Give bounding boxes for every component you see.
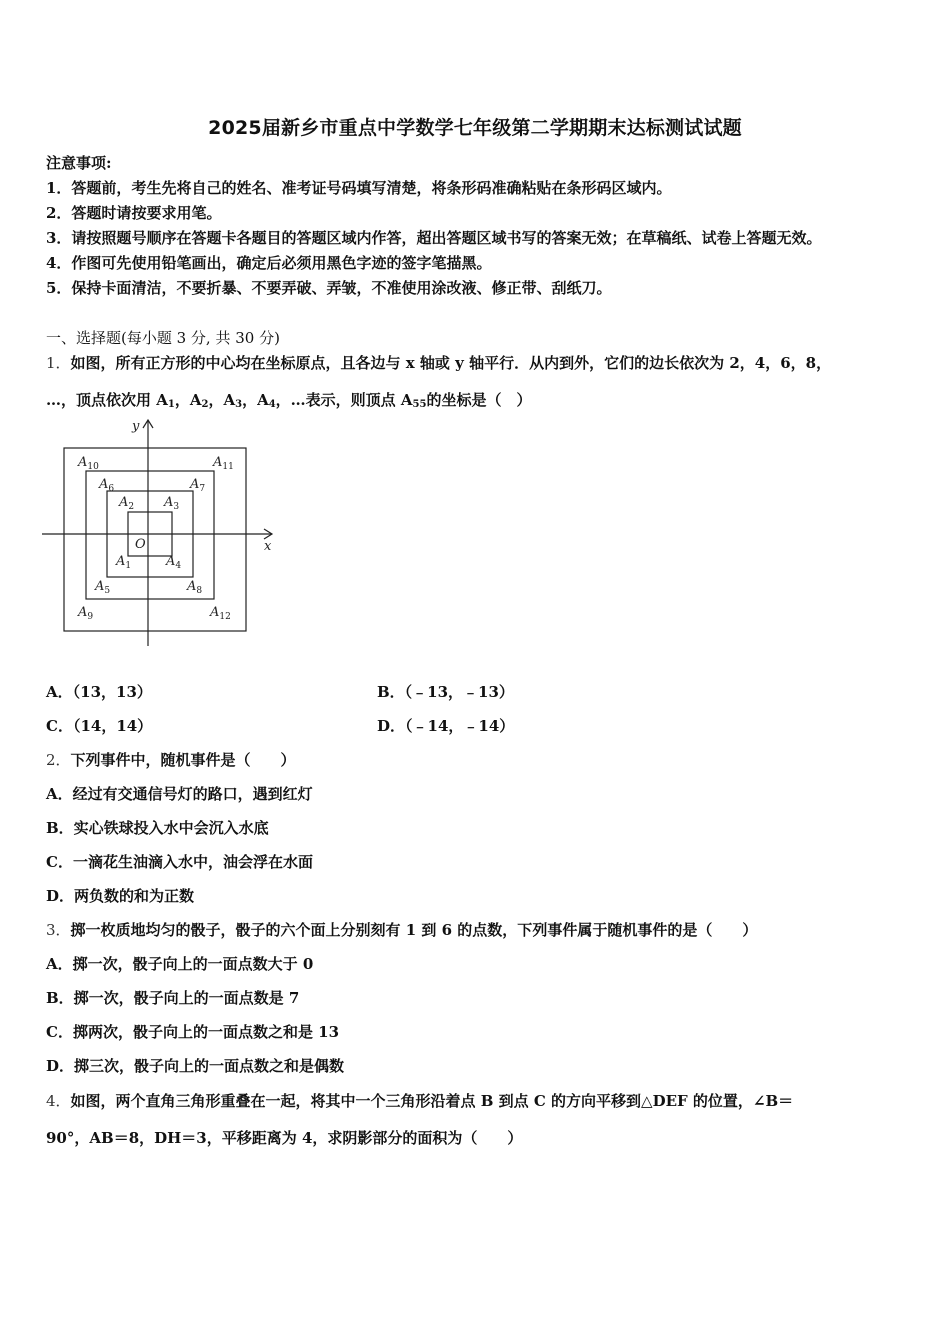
label-a4: $A_4$	[166, 554, 182, 571]
label-a5: $A_5$	[95, 579, 111, 596]
label-a12: $A_{12}$	[210, 605, 231, 622]
question-1-line-1: 1．如图，所有正方形的中心均在坐标原点，且各边与 x 轴或 y 轴平行．从内到外，它们的边长依次为 2，4，6，8，	[46, 354, 832, 372]
label-a11: $A_{11}$	[213, 455, 234, 472]
label-a8: $A_8$	[187, 579, 203, 596]
question-2: 2．下列事件中，随机事件是（ ）	[46, 751, 296, 769]
notice-item: 2．答题时请按要求用笔。	[46, 204, 222, 222]
label-a9: $A_9$	[78, 605, 94, 622]
question-4-line-2: 90°，AB＝8，DH＝3，平移距离为 4，求阴影部分的面积为（ ）	[46, 1129, 523, 1147]
origin-label: O	[135, 537, 146, 552]
notice-heading: 注意事项:	[46, 154, 112, 172]
y-label: y	[132, 419, 140, 434]
q2-option: D．两负数的和为正数	[46, 887, 195, 905]
question-1-line-2: …，顶点依次用 $A_1$，$A_2$，$A_3$，$A_4$，…表示，则顶点 $A_{55}$的坐标是（ ）	[46, 391, 532, 410]
notice-item: 5．保持卡面清洁，不要折暴、不要弄破、弄皱，不准使用涂改液、修正带、刮纸刀。	[46, 279, 612, 297]
question-number: 1．	[46, 354, 71, 372]
label-a1: $A_1$	[116, 554, 132, 571]
q2-option: B．实心铁球投入水中会沉入水底	[46, 819, 269, 837]
notice-item: 3．请按照题号顺序在答题卡各题目的答题区域内作答，超出答题区域书写的答案无效；在草稿纸、试卷上答题无效。	[46, 229, 822, 247]
x-label: x	[264, 539, 272, 554]
q3-option: B．掷一次，骰子向上的一面点数是 7	[46, 989, 300, 1007]
page-title: 2025届新乡市重点中学数学七年级第二学期期末达标测试试题	[208, 117, 742, 139]
question-3: 3．掷一枚质地均匀的骰子，骰子的六个面上分别刻有 1 到 6 的点数，下列事件属于随机事件的是（ ）	[46, 921, 758, 939]
q2-option: C．一滴花生油滴入水中，油会浮在水面	[46, 853, 313, 871]
label-a10: $A_{10}$	[78, 455, 99, 472]
q3-option: A．掷一次，骰子向上的一面点数大于 0	[46, 955, 314, 973]
q3-option: D．掷三次，骰子向上的一面点数之和是偶数	[46, 1057, 345, 1075]
label-a2: $A_2$	[119, 495, 135, 512]
q3-option: C．掷两次，骰子向上的一面点数之和是 13	[46, 1023, 340, 1041]
q1-option-a: A．（13，13）	[46, 683, 152, 701]
question-4-line-1: 4．如图，两个直角三角形重叠在一起，将其中一个三角形沿着点 B 到点 C 的方向平移到△DEF 的位置，∠B＝	[46, 1092, 794, 1110]
notice-item: 1．答题前，考生先将自己的姓名、准考证号码填写清楚，将条形码准确粘贴在条形码区域内。	[46, 179, 672, 197]
square-4	[64, 448, 246, 631]
label-a6: $A_6$	[99, 477, 115, 494]
q1-option-c: C．（14，14）	[46, 717, 153, 735]
label-a7: $A_7$	[190, 477, 206, 494]
label-a3: $A_3$	[164, 495, 180, 512]
notice-item: 4．作图可先使用铅笔画出，确定后必须用黑色字迹的签字笔描黑。	[46, 254, 492, 272]
nested-squares-figure	[42, 418, 282, 648]
section-heading: 一、选择题(每小题 3 分, 共 30 分)	[46, 329, 280, 347]
q1-option-b: B．（﹣13，﹣13）	[377, 683, 514, 701]
q1-option-d: D．（﹣14，﹣14）	[377, 717, 515, 735]
q2-option: A．经过有交通信号灯的路口，遇到红灯	[46, 785, 313, 803]
